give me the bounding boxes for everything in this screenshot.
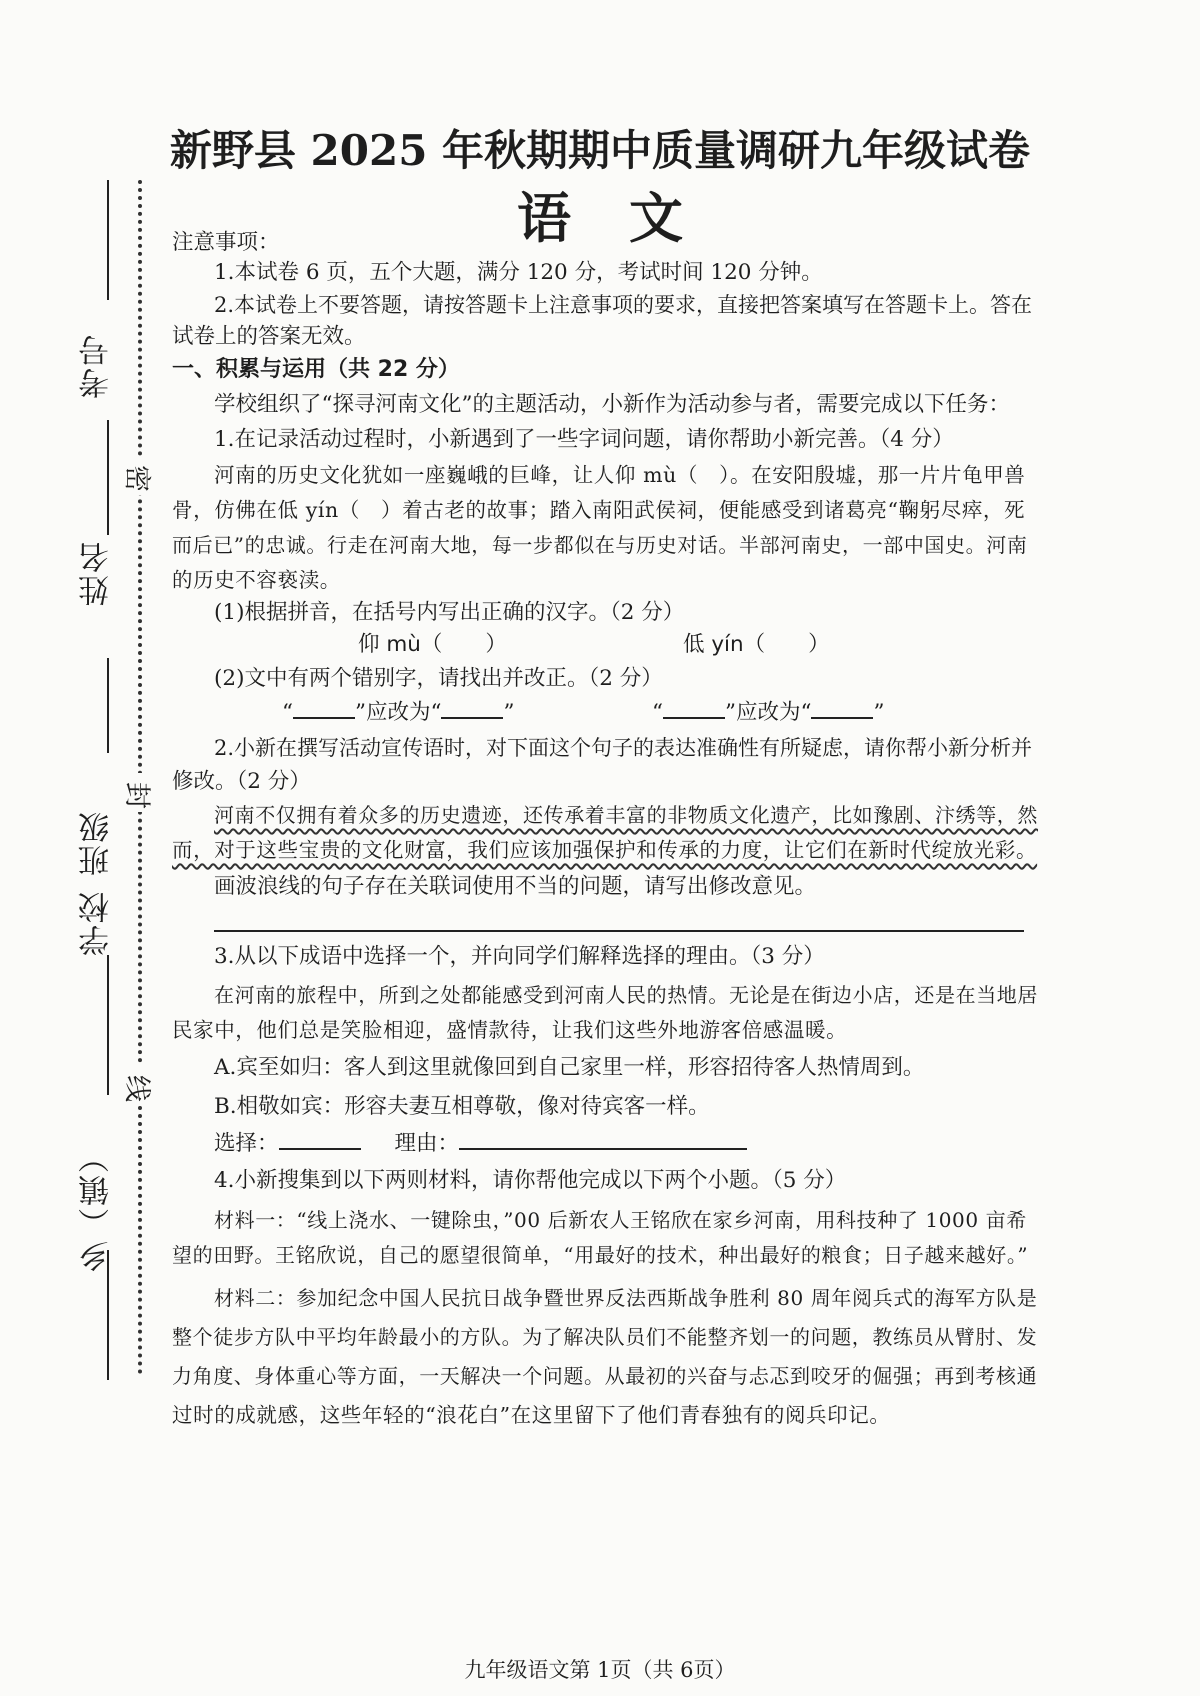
q4-material-2a: 材料二：参加纪念中国人民抗日战争暨世界反法西斯战争胜利 80 周年阅兵式的海军方队是 <box>214 1286 1038 1310</box>
q2-answer-line[interactable] <box>214 930 1024 932</box>
should-be-label: ”应改为“ <box>355 700 442 725</box>
q2-stem-2: 修改。（2 分） <box>172 769 311 794</box>
q4-material-2b: 整个徒步方队中平均年龄最小的方队。为了解决队员们不能整齐划一的问题，教练员从臂肘、发 <box>172 1325 1038 1349</box>
open-quote: “ <box>282 700 293 725</box>
q2-sentence-2: 而，对于这些宝贵的文化财富，我们应该加强保护和传承的力度，让它们在新时代绽放光彩。 <box>172 838 1038 862</box>
q1-passage-line-1: 河南的历史文化犹如一座巍峨的巨峰，让人仰 mù（ ）。在安阳殷墟，那一片片龟甲兽 <box>214 463 1026 487</box>
binding-line-name <box>107 658 109 753</box>
class-label: 班级 <box>79 810 115 876</box>
q3-option-b: B.相敬如宾：形容夫妻互相尊敬，像对待宾客一样。 <box>214 1094 710 1119</box>
q3-option-a: A.宾至如归：客人到这里就像回到自己家里一样，形容招待客人热情周到。 <box>214 1055 925 1080</box>
wrong-char-blank-2[interactable] <box>663 697 725 719</box>
binding-line-exam <box>107 420 109 535</box>
town-label: 乡（镇） <box>79 1140 115 1272</box>
seal-xian: 线 <box>121 1066 156 1105</box>
choice-blank[interactable] <box>279 1128 361 1150</box>
open-quote: “ <box>652 700 663 725</box>
q1-passage-line-2: 骨，仿佛在低 yín（ ）着古老的故事；踏入南阳武侯祠，便能感受到诸葛亮“鞠躬尽瘁，死 <box>172 498 1026 522</box>
choice-label: 选择： <box>214 1131 279 1156</box>
close-quote: ” <box>873 700 885 725</box>
section-heading: 一、积累与运用（共 22 分） <box>172 357 460 382</box>
q1-passage-line-4: 的历史不容亵渎。 <box>172 568 341 592</box>
q2-instruction: 画波浪线的句子存在关联词使用不当的问题，请写出修改意见。 <box>214 874 817 899</box>
q1-sub1: (1)根据拼音，在括号内写出正确的汉字。（2 分） <box>214 600 685 625</box>
q4-stem: 4.小新搜集到以下两则材料，请你帮他完成以下两个小题。（5 分） <box>214 1168 847 1193</box>
q2-sentence-1: 河南不仅拥有着众多的历史遗迹，还传承着丰富的非物质文化遗产，比如豫剧、汴绣等，然 <box>214 803 1038 827</box>
close-quote: ” <box>503 700 515 725</box>
reason-label: 理由： <box>394 1131 460 1156</box>
notice-heading: 注意事项： <box>172 230 280 255</box>
q1-stem: 1.在记录活动过程时，小新遇到了一些字词问题，请你帮助小新完善。（4 分） <box>214 427 954 452</box>
q3-passage-1: 在河南的旅程中，所到之处都能感受到河南人民的热情。无论是在街边小店，还是在当地居 <box>214 983 1038 1007</box>
q3-answer-row <box>214 1128 747 1159</box>
q4-material-2d: 过时的成就感，这些年轻的“浪花白”在这里留下了他们青春独有的阅兵印记。 <box>172 1403 891 1427</box>
q1-pinyin-yin: 低 yín（ ） <box>683 632 830 657</box>
reason-blank[interactable] <box>459 1128 747 1150</box>
q1-correction-row <box>282 697 514 728</box>
q3-passage-2: 民家中，他们总是笑脸相迎，盛情款待，让我们这些外地游客倍感温暖。 <box>172 1018 848 1042</box>
notice-item-2a: 2.本试卷上不要答题，请按答题卡上注意事项的要求，直接把答案填写在答题卡上。答在 <box>214 293 1033 317</box>
q1-correction-row-2 <box>652 697 884 728</box>
binding-line-town <box>107 1250 109 1380</box>
wrong-char-blank-1[interactable] <box>293 697 355 719</box>
exam-title: 新野县 2025 年秋期期中质量调研九年级试卷 <box>169 126 1031 175</box>
should-be-label: ”应改为“ <box>725 700 812 725</box>
school-label: 学校 <box>79 890 115 956</box>
notice-item-2b: 试卷上的答案无效。 <box>172 324 366 349</box>
page-footer: 九年级语文第 1页（共 6页） <box>464 1658 736 1682</box>
notice-item-1: 1.本试卷 6 页，五个大题，满分 120 分，考试时间 120 分钟。 <box>214 260 823 285</box>
correct-char-blank-1[interactable] <box>441 697 503 719</box>
q1-pinyin-mu: 仰 mù（ ） <box>358 632 507 657</box>
q3-stem: 3.从以下成语中选择一个，并向同学们解释选择的理由。（3 分） <box>214 944 825 969</box>
q2-stem-1: 2.小新在撰写活动宣传语时，对下面这个句子的表达准确性有所疑虑，请你帮小新分析并 <box>214 736 1033 760</box>
q4-material-1b: 望的田野。王铭欣说，自己的愿望很简单，“用最好的技术，种出最好的粮食；日子越来越好。” <box>172 1243 1029 1267</box>
q4-material-1a: 材料一：“线上浇水、一键除虫，”00 后新农人王铭欣在家乡河南，用科技种了 1000 亩希 <box>214 1208 1027 1232</box>
q1-sub2: (2)文中有两个错别字，请找出并改正。（2 分） <box>214 666 663 691</box>
exam-number-label: 考号 <box>79 333 115 399</box>
q1-passage-line-3: 而后已”的忠诚。行走在河南大地，每一步都似在与历史对话。半部河南史，一部中国史。河南 <box>172 533 1028 557</box>
subject-title: 语文 <box>517 186 741 250</box>
correct-char-blank-2[interactable] <box>811 697 873 719</box>
seal-feng: 封 <box>121 773 156 812</box>
name-label: 姓名 <box>79 540 115 606</box>
section-intro: 学校组织了“探寻河南文化”的主题活动，小新作为活动参与者，需要完成以下任务： <box>214 392 1010 417</box>
binding-line-school <box>107 955 109 1095</box>
seal-mi: 密 <box>121 456 156 495</box>
q4-material-2c: 力角度、身体重心等方面，一天解决一个问题。从最初的兴奋与忐忑到咬牙的倔强；再到考核通 <box>172 1364 1038 1388</box>
